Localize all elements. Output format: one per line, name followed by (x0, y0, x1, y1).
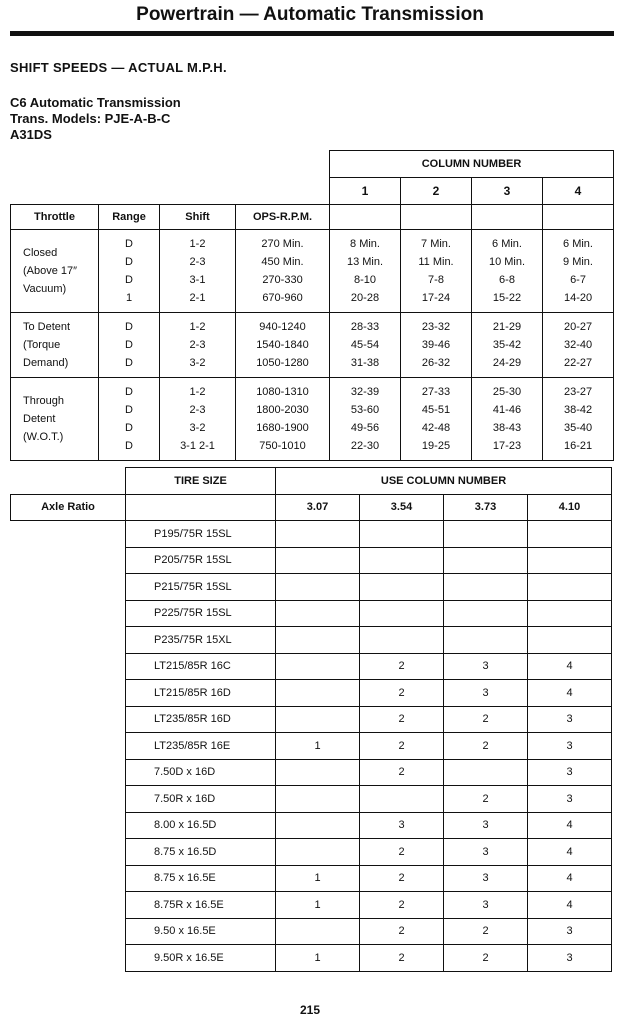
tire-size-cell: P205/75R 15SL (126, 547, 276, 574)
throttle-condition (11, 313, 99, 378)
column-number-cell: 3 (528, 786, 612, 813)
throttle-condition (11, 230, 99, 313)
shift-cell-c2: 19-25 (421, 440, 451, 452)
shift-cell-c2: 23-32 (421, 321, 451, 333)
column-number-cell (444, 547, 528, 574)
shift-column-range (99, 378, 160, 461)
shift-cell-rpm: 270-330 (262, 274, 303, 286)
shift-cell-range: 1 (125, 292, 133, 304)
shift-column-c3 (472, 230, 543, 313)
column-number-cell: 2 (360, 653, 444, 680)
shift-cell-c3: 41-46 (492, 404, 522, 416)
shift-cell-c1: 49-56 (350, 422, 380, 434)
transmission-model-info (10, 95, 181, 143)
shift-header: Shift (160, 205, 236, 230)
column-number-cell: 3 (444, 892, 528, 919)
tire-size-header: TIRE SIZE (126, 468, 276, 495)
throttle-line: (Above 17″ (23, 265, 78, 277)
column-number-cell: 3 (528, 733, 612, 760)
column-number-cell (528, 547, 612, 574)
column-number-cell (276, 680, 360, 707)
shift-column-c3 (472, 378, 543, 461)
column-number-cell (276, 839, 360, 866)
throttle-line: Through (23, 395, 64, 407)
shift-cell-shift: 2-1 (189, 292, 206, 304)
axle-ratio-value: 4.10 (528, 494, 612, 521)
tire-size-cell: 8.75 x 16.5E (126, 865, 276, 892)
tire-row (11, 627, 612, 654)
column-number-cell: 3 (528, 759, 612, 786)
page-title: Powertrain — Automatic Transmission (136, 4, 484, 25)
column-number-cell: 1 (276, 945, 360, 972)
shift-column-rpm (236, 230, 330, 313)
column-number-cell: 4 (528, 892, 612, 919)
column-number-cell (360, 600, 444, 627)
shift-cell-shift: 1-2 (189, 238, 206, 250)
shift-cell-c3: 10 Min. (488, 256, 526, 268)
tire-row (11, 653, 612, 680)
shift-cell-shift: 3-2 (189, 422, 206, 434)
column-number-cell (444, 574, 528, 601)
shift-cell-c3: 24-29 (492, 357, 522, 369)
shift-cell-c4: 6 Min. (563, 238, 593, 250)
throttle-line: Closed (23, 247, 58, 259)
shift-cell-c4: 6-7 (570, 274, 586, 286)
column-number-2: 2 (401, 178, 472, 205)
shift-column-shift (160, 378, 236, 461)
throttle-line: Demand) (23, 357, 69, 369)
column-number-cell: 2 (444, 786, 528, 813)
shift-speed-rows (11, 230, 614, 461)
tire-row (11, 918, 612, 945)
column-number-cell: 2 (360, 945, 444, 972)
shift-cell-c3: 6 Min. (492, 238, 522, 250)
tire-size-cell: LT215/85R 16C (126, 653, 276, 680)
column-number-cell: 2 (360, 865, 444, 892)
shift-cell-c2: 17-24 (421, 292, 451, 304)
shift-cell-c3: 17-23 (492, 440, 522, 452)
shift-cell-c2: 27-33 (421, 386, 451, 398)
tire-row (11, 547, 612, 574)
shift-cell-c1: 22-30 (350, 440, 380, 452)
column-number-cell: 2 (360, 892, 444, 919)
shift-cell-rpm: 1540-1840 (256, 339, 309, 351)
model-line: A31DS (10, 127, 52, 142)
tire-row (11, 892, 612, 919)
shift-cell-range: D (125, 256, 133, 268)
column-number-cell: 3 (528, 945, 612, 972)
column-number-cell: 3 (444, 680, 528, 707)
column-number-cell: 4 (528, 812, 612, 839)
shift-speed-table (10, 150, 614, 461)
column-number-cell: 2 (444, 918, 528, 945)
column-number-cell: 2 (360, 839, 444, 866)
tire-size-cell: 9.50 x 16.5E (126, 918, 276, 945)
shift-column-c4 (543, 378, 614, 461)
tire-size-cell: P215/75R 15SL (126, 574, 276, 601)
column-number-cell (528, 574, 612, 601)
column-number-cell (276, 918, 360, 945)
shift-column-c4 (543, 230, 614, 313)
throttle-line: Detent (23, 413, 56, 425)
shift-cell-shift: 2-3 (189, 404, 206, 416)
column-number-cell: 2 (360, 918, 444, 945)
column-number-cell: 4 (528, 653, 612, 680)
column-number-cell (276, 574, 360, 601)
column-number-cell: 3 (528, 918, 612, 945)
axle-ratio-value: 3.73 (444, 494, 528, 521)
axle-ratio-label: Axle Ratio (11, 494, 126, 521)
tire-row (11, 945, 612, 972)
shift-column-c2 (401, 230, 472, 313)
shift-cell-c3: 15-22 (492, 292, 522, 304)
page-number: 215 (299, 1003, 321, 1017)
column-number-4: 4 (543, 178, 614, 205)
shift-column-c3 (472, 313, 543, 378)
shift-cell-shift: 1-2 (189, 386, 206, 398)
column-number-cell: 1 (276, 892, 360, 919)
shift-cell-c1: 53-60 (350, 404, 380, 416)
shift-cell-c1: 31-38 (350, 357, 380, 369)
column-number-cell (444, 759, 528, 786)
shift-column-c1 (330, 313, 401, 378)
shift-cell-c1: 32-39 (350, 386, 380, 398)
shift-column-shift (160, 230, 236, 313)
shift-cell-c2: 7 Min. (421, 238, 451, 250)
model-line: Trans. Models: PJE-A-B-C (10, 111, 171, 126)
shift-cell-c4: 20-27 (563, 321, 593, 333)
shift-cell-range: D (125, 357, 133, 369)
tire-size-cell: LT235/85R 16E (126, 733, 276, 760)
tire-row (11, 706, 612, 733)
shift-cell-range: D (125, 440, 133, 452)
shift-cell-rpm: 940-1240 (259, 321, 306, 333)
tire-size-cell: 7.50R x 16D (126, 786, 276, 813)
column-number-cell: 2 (360, 680, 444, 707)
throttle-condition (11, 378, 99, 461)
shift-cell-shift: 2-3 (189, 339, 206, 351)
shift-cell-rpm: 750-1010 (259, 440, 306, 452)
shift-cell-c2: 26-32 (421, 357, 451, 369)
tire-row (11, 839, 612, 866)
column-number-cell: 3 (444, 812, 528, 839)
shift-cell-shift: 1-2 (189, 321, 206, 333)
tire-size-table (10, 467, 612, 972)
tire-row (11, 600, 612, 627)
column-number-cell: 1 (276, 865, 360, 892)
throttle-header: Throttle (11, 205, 99, 230)
shift-cell-range: D (125, 422, 133, 434)
column-number-cell (528, 627, 612, 654)
tire-row (11, 521, 612, 548)
shift-cell-rpm: 1050-1280 (256, 357, 309, 369)
axle-ratio-value: 3.07 (276, 494, 360, 521)
shift-cell-c2: 45-51 (421, 404, 451, 416)
column-number-1: 1 (330, 178, 401, 205)
column-number-cell (276, 627, 360, 654)
tire-size-cell: P235/75R 15XL (126, 627, 276, 654)
column-number-cell: 1 (276, 733, 360, 760)
shift-column-range (99, 230, 160, 313)
column-number-cell (444, 521, 528, 548)
shift-cell-range: D (125, 321, 133, 333)
column-number-cell: 3 (444, 653, 528, 680)
column-number-cell: 2 (444, 733, 528, 760)
shift-cell-range: D (125, 274, 133, 286)
shift-cell-c1: 45-54 (350, 339, 380, 351)
shift-cell-range: D (125, 386, 133, 398)
tire-size-cell: 8.75 x 16.5D (126, 839, 276, 866)
shift-cell-range: D (125, 238, 133, 250)
shift-cell-c4: 35-40 (563, 422, 593, 434)
shift-cell-c1: 13 Min. (346, 256, 384, 268)
column-number-cell: 3 (528, 706, 612, 733)
shift-cell-c4: 14-20 (563, 292, 593, 304)
shift-cell-rpm: 270 Min. (261, 238, 304, 250)
shift-cell-c3: 6-8 (499, 274, 515, 286)
shift-cell-rpm: 1080-1310 (256, 386, 309, 398)
tire-size-cell: LT215/85R 16D (126, 680, 276, 707)
tire-size-cell: 7.50D x 16D (126, 759, 276, 786)
throttle-line: Vacuum) (23, 283, 67, 295)
column-number-cell (276, 759, 360, 786)
shift-cell-c1: 8 Min. (350, 238, 380, 250)
column-number-cell: 2 (360, 759, 444, 786)
tire-size-cell: 8.00 x 16.5D (126, 812, 276, 839)
column-number-cell: 3 (360, 812, 444, 839)
column-number-cell (360, 627, 444, 654)
shift-group-row (11, 378, 614, 461)
shift-cell-c4: 32-40 (563, 339, 593, 351)
tire-size-cell: P225/75R 15SL (126, 600, 276, 627)
column-number-cell (528, 600, 612, 627)
shift-column-c2 (401, 378, 472, 461)
column-number-3: 3 (472, 178, 543, 205)
shift-cell-rpm: 670-960 (262, 292, 303, 304)
tire-size-cell: 8.75R x 16.5E (126, 892, 276, 919)
range-header: Range (99, 205, 160, 230)
shift-cell-c3: 38-43 (492, 422, 522, 434)
column-number-title: COLUMN NUMBER (330, 151, 614, 178)
tire-row (11, 574, 612, 601)
shift-cell-rpm: 1800-2030 (256, 404, 309, 416)
tire-row (11, 680, 612, 707)
tire-size-cell: P195/75R 15SL (126, 521, 276, 548)
column-number-cell (276, 653, 360, 680)
shift-column-c2 (401, 313, 472, 378)
shift-cell-shift: 2-3 (189, 256, 206, 268)
column-number-cell (444, 600, 528, 627)
tire-row (11, 733, 612, 760)
model-line: C6 Automatic Transmission (10, 95, 181, 110)
tire-size-rows (11, 521, 612, 972)
shift-cell-c2: 11 Min. (418, 256, 454, 268)
shift-column-rpm (236, 378, 330, 461)
shift-cell-c1: 20-28 (350, 292, 380, 304)
column-number-cell: 3 (444, 839, 528, 866)
shift-cell-c4: 38-42 (563, 404, 593, 416)
shift-column-range (99, 313, 160, 378)
column-number-cell: 4 (528, 865, 612, 892)
axle-ratio-value: 3.54 (360, 494, 444, 521)
column-number-cell (276, 600, 360, 627)
throttle-line: To Detent (23, 321, 71, 333)
column-number-cell (444, 627, 528, 654)
shift-column-rpm (236, 313, 330, 378)
shift-cell-c4: 22-27 (563, 357, 593, 369)
throttle-line: (W.O.T.) (23, 431, 64, 443)
shift-cell-range: D (125, 339, 133, 351)
column-number-cell: 4 (528, 680, 612, 707)
column-number-cell (528, 521, 612, 548)
shift-cell-shift: 3-2 (189, 357, 206, 369)
shift-column-c1 (330, 230, 401, 313)
column-number-cell (360, 786, 444, 813)
tire-size-cell: LT235/85R 16D (126, 706, 276, 733)
tire-row (11, 865, 612, 892)
section-heading: SHIFT SPEEDS — ACTUAL M.P.H. (10, 60, 227, 75)
shift-column-c4 (543, 313, 614, 378)
column-number-cell (360, 574, 444, 601)
column-number-cell: 4 (528, 839, 612, 866)
shift-cell-c2: 42-48 (421, 422, 451, 434)
tire-row (11, 786, 612, 813)
shift-cell-rpm: 450 Min. (261, 256, 304, 268)
shift-cell-c3: 21-29 (492, 321, 522, 333)
shift-cell-c3: 25-30 (492, 386, 522, 398)
ops-rpm-header: OPS-R.P.M. (236, 205, 330, 230)
column-number-cell: 3 (444, 865, 528, 892)
shift-cell-shift: 3-1 (189, 274, 206, 286)
column-number-cell (276, 547, 360, 574)
column-number-cell (276, 812, 360, 839)
use-column-number-header: USE COLUMN NUMBER (276, 468, 612, 495)
shift-cell-c1: 8-10 (353, 274, 377, 286)
title-rule (10, 31, 614, 36)
column-number-cell: 2 (444, 706, 528, 733)
shift-cell-shift: 3-1 2-1 (180, 440, 215, 452)
column-number-cell: 2 (360, 706, 444, 733)
shift-cell-range: D (125, 404, 133, 416)
column-number-cell (276, 706, 360, 733)
shift-column-c1 (330, 378, 401, 461)
shift-group-row (11, 230, 614, 313)
shift-cell-c1: 28-33 (350, 321, 380, 333)
shift-cell-rpm: 1680-1900 (256, 422, 309, 434)
tire-row (11, 759, 612, 786)
column-number-cell: 2 (360, 733, 444, 760)
column-number-cell: 2 (444, 945, 528, 972)
shift-cell-c4: 23-27 (563, 386, 593, 398)
shift-cell-c4: 16-21 (563, 440, 593, 452)
shift-cell-c4: 9 Min. (563, 256, 593, 268)
column-number-cell (360, 547, 444, 574)
tire-row (11, 812, 612, 839)
column-number-cell (360, 521, 444, 548)
tire-size-cell: 9.50R x 16.5E (126, 945, 276, 972)
shift-cell-c3: 35-42 (492, 339, 522, 351)
column-number-cell (276, 786, 360, 813)
column-number-cell (276, 521, 360, 548)
shift-cell-c2: 39-46 (421, 339, 451, 351)
shift-group-row (11, 313, 614, 378)
shift-column-shift (160, 313, 236, 378)
shift-cell-c2: 7-8 (428, 274, 444, 286)
throttle-line: (Torque (23, 339, 61, 351)
